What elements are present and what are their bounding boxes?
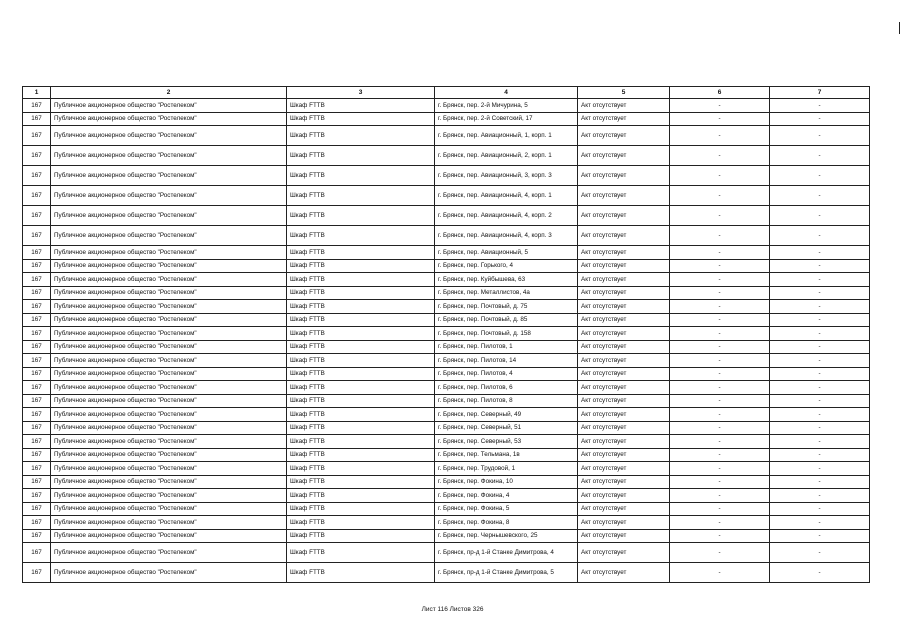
row-number-cell: 167 (23, 529, 51, 543)
column6-cell: - (670, 354, 770, 368)
address-cell: г. Брянск, пер. Горького, 4 (435, 259, 578, 273)
object-cell: Шкаф FTTB (287, 381, 435, 395)
row-number-cell: 167 (23, 516, 51, 530)
address-cell: г. Брянск, пер. Тельмана, 1в (435, 448, 578, 462)
column6-cell: - (670, 313, 770, 327)
owner-cell: Публичное акционерное общество "Ростелеком" (51, 186, 287, 206)
address-cell: г. Брянск, пер. Пилотов, 1 (435, 340, 578, 354)
column6-cell: - (670, 340, 770, 354)
act-cell: Акт отсутствует (578, 327, 670, 341)
column7-cell: - (770, 475, 870, 489)
object-cell: Шкаф FTTB (287, 146, 435, 166)
owner-cell: Публичное акционерное общество "Ростелеком" (51, 126, 287, 146)
object-cell: Шкаф FTTB (287, 516, 435, 530)
act-cell: Акт отсутствует (578, 435, 670, 449)
column6-cell: - (670, 502, 770, 516)
column6-cell: - (670, 246, 770, 260)
column6-cell: - (670, 206, 770, 226)
object-cell: Шкаф FTTB (287, 186, 435, 206)
table-row (23, 543, 870, 563)
owner-cell: Публичное акционерное общество "Ростелеком" (51, 286, 287, 300)
act-cell: Акт отсутствует (578, 516, 670, 530)
act-cell: Акт отсутствует (578, 354, 670, 368)
row-number-cell: 167 (23, 435, 51, 449)
owner-cell: Публичное акционерное общество "Ростелеком" (51, 475, 287, 489)
address-cell: г. Брянск, пр-д 1-й Станке Димитрова, 4 (435, 543, 578, 563)
object-cell: Шкаф FTTB (287, 462, 435, 476)
address-cell: г. Брянск, пер. Пилотов, 4 (435, 367, 578, 381)
row-number-cell: 167 (23, 340, 51, 354)
act-cell: Акт отсутствует (578, 226, 670, 246)
table-row (23, 166, 870, 186)
object-cell: Шкаф FTTB (287, 435, 435, 449)
row-number-cell: 167 (23, 462, 51, 476)
act-cell: Акт отсутствует (578, 273, 670, 287)
column7-cell: - (770, 543, 870, 563)
act-cell: Акт отсутствует (578, 126, 670, 146)
column7-cell: - (770, 462, 870, 476)
column6-cell: - (670, 448, 770, 462)
owner-cell: Публичное акционерное общество "Ростелеком" (51, 313, 287, 327)
table-row (23, 462, 870, 476)
object-cell: Шкаф FTTB (287, 112, 435, 126)
column-header: 7 (770, 87, 870, 99)
row-number-cell: 167 (23, 408, 51, 422)
act-cell: Акт отсутствует (578, 166, 670, 186)
column7-cell: - (770, 166, 870, 186)
table-row (23, 381, 870, 395)
table-row (23, 502, 870, 516)
table-row (23, 435, 870, 449)
column7-cell: - (770, 408, 870, 422)
address-cell: г. Брянск, пер. Металлистов, 4а (435, 286, 578, 300)
row-number-cell: 167 (23, 502, 51, 516)
address-cell: г. Брянск, пер. Почтовый, д. 75 (435, 300, 578, 314)
table-row (23, 516, 870, 530)
column6-cell: - (670, 259, 770, 273)
act-cell: Акт отсутствует (578, 300, 670, 314)
column7-cell: - (770, 502, 870, 516)
owner-cell: Публичное акционерное общество "Ростелеком" (51, 381, 287, 395)
owner-cell: Публичное акционерное общество "Ростелеком" (51, 226, 287, 246)
table-row (23, 408, 870, 422)
row-number-cell: 167 (23, 489, 51, 503)
column6-cell: - (670, 435, 770, 449)
column6-cell: - (670, 529, 770, 543)
owner-cell: Публичное акционерное общество "Ростелеком" (51, 246, 287, 260)
row-number-cell: 167 (23, 563, 51, 583)
address-cell: г. Брянск, пер. Куйбышева, 63 (435, 273, 578, 287)
table-row (23, 146, 870, 166)
object-cell: Шкаф FTTB (287, 543, 435, 563)
object-cell: Шкаф FTTB (287, 99, 435, 113)
column-header: 3 (287, 87, 435, 99)
owner-cell: Публичное акционерное общество "Ростелеком" (51, 354, 287, 368)
column7-cell: - (770, 448, 870, 462)
act-cell: Акт отсутствует (578, 408, 670, 422)
object-cell: Шкаф FTTB (287, 563, 435, 583)
column6-cell: - (670, 226, 770, 246)
row-number-cell: 167 (23, 259, 51, 273)
table-row (23, 563, 870, 583)
column7-cell: - (770, 435, 870, 449)
address-cell: г. Брянск, пер. Авиационный, 3, корп. 3 (435, 166, 578, 186)
column6-cell: - (670, 543, 770, 563)
column6-cell: - (670, 462, 770, 476)
column7-cell: - (770, 259, 870, 273)
object-cell: Шкаф FTTB (287, 354, 435, 368)
owner-cell: Публичное акционерное общество "Ростелеком" (51, 408, 287, 422)
table-body (23, 99, 870, 583)
object-cell: Шкаф FTTB (287, 529, 435, 543)
column7-cell: - (770, 489, 870, 503)
act-cell: Акт отсутствует (578, 475, 670, 489)
row-number-cell: 167 (23, 126, 51, 146)
owner-cell: Публичное акционерное общество "Ростелеком" (51, 146, 287, 166)
column6-cell: - (670, 273, 770, 287)
object-cell: Шкаф FTTB (287, 340, 435, 354)
address-cell: г. Брянск, пер. Почтовый, д. 158 (435, 327, 578, 341)
column7-cell: - (770, 126, 870, 146)
column7-cell: - (770, 327, 870, 341)
address-cell: г. Брянск, пер. Фокина, 10 (435, 475, 578, 489)
column7-cell: - (770, 340, 870, 354)
object-cell: Шкаф FTTB (287, 206, 435, 226)
row-number-cell: 167 (23, 313, 51, 327)
address-cell: г. Брянск, пер. Авиационный, 4, корп. 1 (435, 186, 578, 206)
row-number-cell: 167 (23, 99, 51, 113)
table-row (23, 300, 870, 314)
owner-cell: Публичное акционерное общество "Ростелеком" (51, 166, 287, 186)
row-number-cell: 167 (23, 166, 51, 186)
object-cell: Шкаф FTTB (287, 475, 435, 489)
row-number-cell: 167 (23, 300, 51, 314)
row-number-cell: 167 (23, 246, 51, 260)
address-cell: г. Брянск, пер. Авиационный, 2, корп. 1 (435, 146, 578, 166)
row-number-cell: 167 (23, 286, 51, 300)
address-cell: г. Брянск, пер. Пилотов, 14 (435, 354, 578, 368)
address-cell: г. Брянск, пер. Авиационный, 4, корп. 3 (435, 226, 578, 246)
act-cell: Акт отсутствует (578, 529, 670, 543)
act-cell: Акт отсутствует (578, 421, 670, 435)
row-number-cell: 167 (23, 448, 51, 462)
table-row (23, 246, 870, 260)
owner-cell: Публичное акционерное общество "Ростелеком" (51, 421, 287, 435)
object-cell: Шкаф FTTB (287, 126, 435, 146)
column7-cell: - (770, 421, 870, 435)
column6-cell: - (670, 408, 770, 422)
owner-cell: Публичное акционерное общество "Ростелеком" (51, 273, 287, 287)
table-row (23, 489, 870, 503)
owner-cell: Публичное акционерное общество "Ростелеком" (51, 206, 287, 226)
column7-cell: - (770, 381, 870, 395)
column6-cell: - (670, 394, 770, 408)
table-row (23, 421, 870, 435)
address-cell: г. Брянск, пер. Авиационный, 1, корп. 1 (435, 126, 578, 146)
column7-cell: - (770, 99, 870, 113)
object-cell: Шкаф FTTB (287, 408, 435, 422)
object-cell: Шкаф FTTB (287, 273, 435, 287)
column-header: 4 (435, 87, 578, 99)
owner-cell: Публичное акционерное общество "Ростелеком" (51, 300, 287, 314)
row-number-cell: 167 (23, 226, 51, 246)
address-cell: г. Брянск, пер. Почтовый, д. 85 (435, 313, 578, 327)
table-row (23, 475, 870, 489)
address-cell: г. Брянск, пр-д 1-й Станке Димитрова, 5 (435, 563, 578, 583)
address-cell: г. Брянск, пер. 2-й Советский, 17 (435, 112, 578, 126)
table-row (23, 286, 870, 300)
column-header: 6 (670, 87, 770, 99)
column6-cell: - (670, 327, 770, 341)
object-cell: Шкаф FTTB (287, 421, 435, 435)
address-cell: г. Брянск, пер. Авиационный, 5 (435, 246, 578, 260)
column6-cell: - (670, 186, 770, 206)
column6-cell: - (670, 166, 770, 186)
table-row (23, 186, 870, 206)
owner-cell: Публичное акционерное общество "Ростелеком" (51, 502, 287, 516)
act-cell: Акт отсутствует (578, 286, 670, 300)
object-cell: Шкаф FTTB (287, 300, 435, 314)
column7-cell: - (770, 186, 870, 206)
column6-cell: - (670, 563, 770, 583)
address-cell: г. Брянск, пер. Северный, 49 (435, 408, 578, 422)
object-cell: Шкаф FTTB (287, 394, 435, 408)
column6-cell: - (670, 286, 770, 300)
table-row (23, 340, 870, 354)
row-number-cell: 167 (23, 186, 51, 206)
owner-cell: Публичное акционерное общество "Ростелеком" (51, 394, 287, 408)
act-cell: Акт отсутствует (578, 394, 670, 408)
act-cell: Акт отсутствует (578, 489, 670, 503)
object-cell: Шкаф FTTB (287, 166, 435, 186)
act-cell: Акт отсутствует (578, 462, 670, 476)
table-row (23, 126, 870, 146)
address-cell: г. Брянск, пер. Северный, 53 (435, 435, 578, 449)
act-cell: Акт отсутствует (578, 112, 670, 126)
object-cell: Шкаф FTTB (287, 313, 435, 327)
object-cell: Шкаф FTTB (287, 246, 435, 260)
object-cell: Шкаф FTTB (287, 448, 435, 462)
object-cell: Шкаф FTTB (287, 502, 435, 516)
column7-cell: - (770, 226, 870, 246)
table-row (23, 529, 870, 543)
object-cell: Шкаф FTTB (287, 259, 435, 273)
column6-cell: - (670, 489, 770, 503)
owner-cell: Публичное акционерное общество "Ростелеком" (51, 448, 287, 462)
table-row (23, 354, 870, 368)
row-number-cell: 167 (23, 543, 51, 563)
column-header: 2 (51, 87, 287, 99)
row-number-cell: 167 (23, 367, 51, 381)
act-cell: Акт отсутствует (578, 340, 670, 354)
column7-cell: - (770, 313, 870, 327)
column7-cell: - (770, 563, 870, 583)
owner-cell: Публичное акционерное общество "Ростелеком" (51, 99, 287, 113)
column7-cell: - (770, 206, 870, 226)
address-cell: г. Брянск, пер. Трудовой, 1 (435, 462, 578, 476)
act-cell: Акт отсутствует (578, 246, 670, 260)
address-cell: г. Брянск, пер. Пилотов, 6 (435, 381, 578, 395)
column6-cell: - (670, 112, 770, 126)
column6-cell: - (670, 367, 770, 381)
row-number-cell: 167 (23, 381, 51, 395)
address-cell: г. Брянск, пер. Северный, 51 (435, 421, 578, 435)
column7-cell: - (770, 273, 870, 287)
owner-cell: Публичное акционерное общество "Ростелеком" (51, 327, 287, 341)
header-row (23, 87, 870, 99)
act-cell: Акт отсутствует (578, 186, 670, 206)
row-number-cell: 167 (23, 475, 51, 489)
column7-cell: - (770, 516, 870, 530)
act-cell: Акт отсутствует (578, 99, 670, 113)
page-edge-mark (899, 22, 900, 34)
address-cell: г. Брянск, пер. Фокина, 4 (435, 489, 578, 503)
table-row (23, 259, 870, 273)
column7-cell: - (770, 112, 870, 126)
object-cell: Шкаф FTTB (287, 327, 435, 341)
column6-cell: - (670, 475, 770, 489)
object-cell: Шкаф FTTB (287, 367, 435, 381)
table-row (23, 394, 870, 408)
column6-cell: - (670, 516, 770, 530)
row-number-cell: 167 (23, 146, 51, 166)
column-header: 5 (578, 87, 670, 99)
act-cell: Акт отсутствует (578, 206, 670, 226)
act-cell: Акт отсутствует (578, 381, 670, 395)
column6-cell: - (670, 126, 770, 146)
column7-cell: - (770, 354, 870, 368)
owner-cell: Публичное акционерное общество "Ростелеком" (51, 516, 287, 530)
column6-cell: - (670, 381, 770, 395)
owner-cell: Публичное акционерное общество "Ростелеком" (51, 259, 287, 273)
column6-cell: - (670, 300, 770, 314)
page-footer: Лист 116 Листов 326 (421, 606, 484, 613)
act-cell: Акт отсутствует (578, 563, 670, 583)
owner-cell: Публичное акционерное общество "Ростелеком" (51, 529, 287, 543)
column7-cell: - (770, 529, 870, 543)
table-row (23, 367, 870, 381)
owner-cell: Публичное акционерное общество "Ростелеком" (51, 367, 287, 381)
object-cell: Шкаф FTTB (287, 489, 435, 503)
owner-cell: Публичное акционерное общество "Ростелеком" (51, 435, 287, 449)
owner-cell: Публичное акционерное общество "Ростелеком" (51, 112, 287, 126)
act-cell: Акт отсутствует (578, 448, 670, 462)
column6-cell: - (670, 99, 770, 113)
column-header: 1 (23, 87, 51, 99)
row-number-cell: 167 (23, 273, 51, 287)
act-cell: Акт отсутствует (578, 259, 670, 273)
address-cell: г. Брянск, пер. Фокина, 8 (435, 516, 578, 530)
column7-cell: - (770, 286, 870, 300)
column7-cell: - (770, 367, 870, 381)
table-row (23, 226, 870, 246)
act-cell: Акт отсутствует (578, 502, 670, 516)
address-cell: г. Брянск, пер. Фокина, 5 (435, 502, 578, 516)
owner-cell: Публичное акционерное общество "Ростелеком" (51, 489, 287, 503)
owner-cell: Публичное акционерное общество "Ростелеком" (51, 462, 287, 476)
address-cell: г. Брянск, пер. Авиационный, 4, корп. 2 (435, 206, 578, 226)
table-row (23, 273, 870, 287)
column6-cell: - (670, 146, 770, 166)
row-number-cell: 167 (23, 354, 51, 368)
table-row (23, 99, 870, 113)
row-number-cell: 167 (23, 206, 51, 226)
column7-cell: - (770, 146, 870, 166)
column7-cell: - (770, 300, 870, 314)
object-cell: Шкаф FTTB (287, 226, 435, 246)
owner-cell: Публичное акционерное общество "Ростелеком" (51, 543, 287, 563)
address-cell: г. Брянск, пер. Чернышевского, 25 (435, 529, 578, 543)
row-number-cell: 167 (23, 327, 51, 341)
row-number-cell: 167 (23, 421, 51, 435)
row-number-cell: 167 (23, 394, 51, 408)
owner-cell: Публичное акционерное общество "Ростелеком" (51, 563, 287, 583)
act-cell: Акт отсутствует (578, 543, 670, 563)
table-row (23, 313, 870, 327)
table-row (23, 448, 870, 462)
register-table (22, 86, 870, 583)
column7-cell: - (770, 246, 870, 260)
address-cell: г. Брянск, пер. 2-й Мичурина, 5 (435, 99, 578, 113)
row-number-cell: 167 (23, 112, 51, 126)
object-cell: Шкаф FTTB (287, 286, 435, 300)
address-cell: г. Брянск, пер. Пилотов, 8 (435, 394, 578, 408)
column7-cell: - (770, 394, 870, 408)
column6-cell: - (670, 421, 770, 435)
table-row (23, 112, 870, 126)
act-cell: Акт отсутствует (578, 313, 670, 327)
owner-cell: Публичное акционерное общество "Ростелеком" (51, 340, 287, 354)
act-cell: Акт отсутствует (578, 367, 670, 381)
table-row (23, 327, 870, 341)
act-cell: Акт отсутствует (578, 146, 670, 166)
table-row (23, 206, 870, 226)
